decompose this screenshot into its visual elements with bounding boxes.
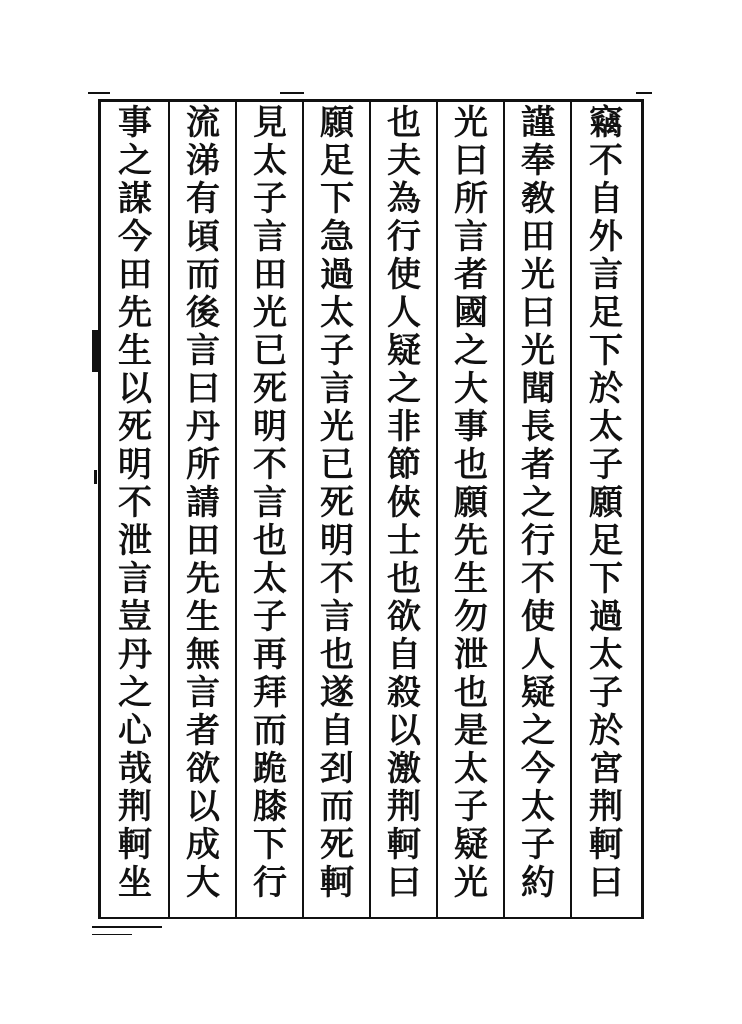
column-character: 子 bbox=[253, 597, 287, 637]
column-character: 下 bbox=[253, 825, 287, 865]
column-character: 過 bbox=[589, 597, 623, 637]
column-character: 曰 bbox=[589, 863, 623, 903]
column-character: 為 bbox=[387, 179, 421, 219]
column-character: 竊 bbox=[589, 103, 623, 143]
column-character: 言 bbox=[320, 369, 354, 409]
text-column-8 bbox=[104, 104, 166, 902]
column-character: 死 bbox=[320, 483, 354, 523]
column-character: 今 bbox=[521, 749, 555, 789]
column-character: 太 bbox=[253, 141, 287, 181]
column-character: 言 bbox=[253, 217, 287, 257]
column-character: 欲 bbox=[387, 597, 421, 637]
column-character: 使 bbox=[521, 597, 555, 637]
column-character: 之 bbox=[118, 673, 152, 713]
column-character: 言 bbox=[186, 673, 220, 713]
column-character: 死 bbox=[253, 369, 287, 409]
column-character: 行 bbox=[253, 863, 287, 903]
column-character: 見 bbox=[253, 103, 287, 143]
column-character: 言 bbox=[186, 331, 220, 371]
bottom-left-tick bbox=[92, 926, 162, 928]
column-character: 者 bbox=[454, 255, 488, 295]
column-character: 也 bbox=[454, 673, 488, 713]
column-character: 先 bbox=[118, 293, 152, 333]
column-character: 涕 bbox=[186, 141, 220, 181]
column-character: 激 bbox=[387, 749, 421, 789]
column-text bbox=[113, 104, 157, 902]
column-character: 謹 bbox=[521, 103, 555, 143]
column-character: 太 bbox=[454, 749, 488, 789]
column-character: 人 bbox=[521, 635, 555, 675]
column-character: 刭 bbox=[320, 749, 354, 789]
column-character: 下 bbox=[589, 559, 623, 599]
column-character: 太 bbox=[589, 635, 623, 675]
column-character: 死 bbox=[118, 407, 152, 447]
column-character: 足 bbox=[589, 293, 623, 333]
text-column-4 bbox=[373, 104, 435, 902]
column-character: 節 bbox=[387, 445, 421, 485]
column-character: 下 bbox=[589, 331, 623, 371]
column-character: 願 bbox=[320, 103, 354, 143]
column-character: 曰 bbox=[454, 141, 488, 181]
column-character: 豈 bbox=[118, 597, 152, 637]
column-character: 之 bbox=[454, 331, 488, 371]
column-rule bbox=[570, 99, 572, 919]
column-character: 自 bbox=[387, 635, 421, 675]
column-character: 勿 bbox=[454, 597, 488, 637]
column-rule bbox=[503, 99, 505, 919]
column-rule bbox=[436, 99, 438, 919]
column-character: 足 bbox=[589, 521, 623, 561]
column-character: 不 bbox=[521, 559, 555, 599]
column-character: 荆 bbox=[118, 787, 152, 827]
column-character: 荆 bbox=[589, 787, 623, 827]
column-character: 無 bbox=[186, 635, 220, 675]
column-character: 不 bbox=[253, 445, 287, 485]
column-character: 後 bbox=[186, 293, 220, 333]
column-character: 言 bbox=[320, 597, 354, 637]
column-character: 成 bbox=[186, 825, 220, 865]
column-character: 拜 bbox=[253, 673, 287, 713]
column-character: 願 bbox=[589, 483, 623, 523]
column-character: 長 bbox=[521, 407, 555, 447]
column-character: 疑 bbox=[387, 331, 421, 371]
column-rule bbox=[235, 99, 237, 919]
column-character: 大 bbox=[186, 863, 220, 903]
column-character: 急 bbox=[320, 217, 354, 257]
column-character: 丹 bbox=[118, 635, 152, 675]
column-character: 夫 bbox=[387, 141, 421, 181]
column-character: 以 bbox=[118, 369, 152, 409]
column-character: 再 bbox=[253, 635, 287, 675]
column-character: 有 bbox=[186, 179, 220, 219]
text-column-1 bbox=[575, 104, 637, 902]
column-character: 言 bbox=[589, 255, 623, 295]
column-character: 自 bbox=[320, 711, 354, 751]
column-character: 今 bbox=[118, 217, 152, 257]
column-character: 疑 bbox=[454, 825, 488, 865]
column-character: 不 bbox=[589, 141, 623, 181]
column-character: 光 bbox=[521, 255, 555, 295]
bottom-left-tick-2 bbox=[92, 934, 132, 935]
column-character: 俠 bbox=[387, 483, 421, 523]
column-character: 言 bbox=[454, 217, 488, 257]
column-character: 而 bbox=[253, 711, 287, 751]
column-character: 非 bbox=[387, 407, 421, 447]
text-column-3 bbox=[440, 104, 502, 902]
column-character: 敎 bbox=[521, 179, 555, 219]
column-character: 曰 bbox=[521, 293, 555, 333]
column-character: 奉 bbox=[521, 141, 555, 181]
column-character: 子 bbox=[320, 331, 354, 371]
column-character: 太 bbox=[521, 787, 555, 827]
column-character: 是 bbox=[454, 711, 488, 751]
column-character: 宮 bbox=[589, 749, 623, 789]
column-character: 子 bbox=[454, 787, 488, 827]
column-rule bbox=[168, 99, 170, 919]
column-character: 言 bbox=[253, 483, 287, 523]
column-character: 行 bbox=[387, 217, 421, 257]
column-character: 之 bbox=[118, 141, 152, 181]
column-character: 坐 bbox=[118, 863, 152, 903]
text-column-5 bbox=[306, 104, 368, 902]
column-character: 軻 bbox=[320, 863, 354, 903]
column-character: 軻 bbox=[589, 825, 623, 865]
column-character: 太 bbox=[589, 407, 623, 447]
column-character: 丹 bbox=[186, 407, 220, 447]
column-character: 也 bbox=[320, 635, 354, 675]
column-character: 泄 bbox=[454, 635, 488, 675]
column-character: 自 bbox=[589, 179, 623, 219]
column-character: 殺 bbox=[387, 673, 421, 713]
column-text bbox=[584, 104, 628, 902]
column-character: 田 bbox=[186, 521, 220, 561]
column-character: 也 bbox=[387, 103, 421, 143]
column-character: 荆 bbox=[387, 787, 421, 827]
column-character: 之 bbox=[521, 711, 555, 751]
column-character: 田 bbox=[118, 255, 152, 295]
column-character: 田 bbox=[521, 217, 555, 257]
column-character: 頃 bbox=[186, 217, 220, 257]
column-character: 軻 bbox=[118, 825, 152, 865]
column-character: 流 bbox=[186, 103, 220, 143]
column-character: 泄 bbox=[118, 521, 152, 561]
binding-mark-small bbox=[94, 470, 97, 484]
column-character: 欲 bbox=[186, 749, 220, 789]
column-character: 行 bbox=[521, 521, 555, 561]
column-character: 哉 bbox=[118, 749, 152, 789]
column-character: 於 bbox=[589, 369, 623, 409]
column-character: 先 bbox=[454, 521, 488, 561]
column-character: 請 bbox=[186, 483, 220, 523]
text-column-7 bbox=[172, 104, 234, 902]
column-character: 生 bbox=[118, 331, 152, 371]
column-character: 子 bbox=[521, 825, 555, 865]
column-character: 也 bbox=[253, 521, 287, 561]
column-character: 生 bbox=[186, 597, 220, 637]
column-character: 子 bbox=[589, 673, 623, 713]
column-character: 足 bbox=[320, 141, 354, 181]
column-character: 外 bbox=[589, 217, 623, 257]
column-character: 也 bbox=[387, 559, 421, 599]
column-character: 使 bbox=[387, 255, 421, 295]
column-character: 太 bbox=[253, 559, 287, 599]
column-character: 人 bbox=[387, 293, 421, 333]
column-character: 太 bbox=[320, 293, 354, 333]
column-text bbox=[382, 104, 426, 902]
column-character: 光 bbox=[253, 293, 287, 333]
top-center-dots bbox=[280, 92, 304, 94]
column-character: 於 bbox=[589, 711, 623, 751]
column-character: 而 bbox=[320, 787, 354, 827]
column-character: 下 bbox=[320, 179, 354, 219]
column-character: 明 bbox=[253, 407, 287, 447]
column-character: 國 bbox=[454, 293, 488, 333]
column-character: 曰 bbox=[387, 863, 421, 903]
column-character: 者 bbox=[521, 445, 555, 485]
column-character: 以 bbox=[186, 787, 220, 827]
column-character: 事 bbox=[118, 103, 152, 143]
column-text bbox=[449, 104, 493, 902]
column-character: 軻 bbox=[387, 825, 421, 865]
column-character: 明 bbox=[118, 445, 152, 485]
column-character: 言 bbox=[118, 559, 152, 599]
column-character: 光 bbox=[521, 331, 555, 371]
column-character: 所 bbox=[454, 179, 488, 219]
column-character: 先 bbox=[186, 559, 220, 599]
text-column-6 bbox=[239, 104, 301, 902]
top-left-tick bbox=[88, 92, 110, 94]
column-character: 願 bbox=[454, 483, 488, 523]
column-character: 已 bbox=[253, 331, 287, 371]
column-character: 子 bbox=[253, 179, 287, 219]
column-character: 明 bbox=[320, 521, 354, 561]
column-character: 約 bbox=[521, 863, 555, 903]
column-character: 以 bbox=[387, 711, 421, 751]
column-character: 曰 bbox=[186, 369, 220, 409]
column-character: 生 bbox=[454, 559, 488, 599]
column-character: 遂 bbox=[320, 673, 354, 713]
top-right-tick bbox=[636, 92, 652, 94]
column-character: 光 bbox=[320, 407, 354, 447]
column-character: 田 bbox=[253, 255, 287, 295]
column-character: 光 bbox=[454, 863, 488, 903]
column-character: 者 bbox=[186, 711, 220, 751]
column-rule bbox=[369, 99, 371, 919]
column-character: 膝 bbox=[253, 787, 287, 827]
column-character: 士 bbox=[387, 521, 421, 561]
column-character: 之 bbox=[387, 369, 421, 409]
column-character: 死 bbox=[320, 825, 354, 865]
column-character: 子 bbox=[589, 445, 623, 485]
column-character: 聞 bbox=[521, 369, 555, 409]
column-character: 不 bbox=[118, 483, 152, 523]
column-character: 不 bbox=[320, 559, 354, 599]
column-rule bbox=[302, 99, 304, 919]
column-character: 跪 bbox=[253, 749, 287, 789]
column-character: 已 bbox=[320, 445, 354, 485]
text-column-2 bbox=[507, 104, 569, 902]
column-text bbox=[315, 104, 359, 902]
column-character: 光 bbox=[454, 103, 488, 143]
column-text bbox=[516, 104, 560, 902]
column-character: 也 bbox=[454, 445, 488, 485]
column-character: 之 bbox=[521, 483, 555, 523]
column-character: 心 bbox=[118, 711, 152, 751]
column-character: 過 bbox=[320, 255, 354, 295]
column-character: 大 bbox=[454, 369, 488, 409]
column-text bbox=[181, 104, 225, 902]
column-character: 謀 bbox=[118, 179, 152, 219]
column-character: 事 bbox=[454, 407, 488, 447]
column-character: 疑 bbox=[521, 673, 555, 713]
column-text bbox=[248, 104, 292, 902]
column-character: 所 bbox=[186, 445, 220, 485]
column-character: 而 bbox=[186, 255, 220, 295]
